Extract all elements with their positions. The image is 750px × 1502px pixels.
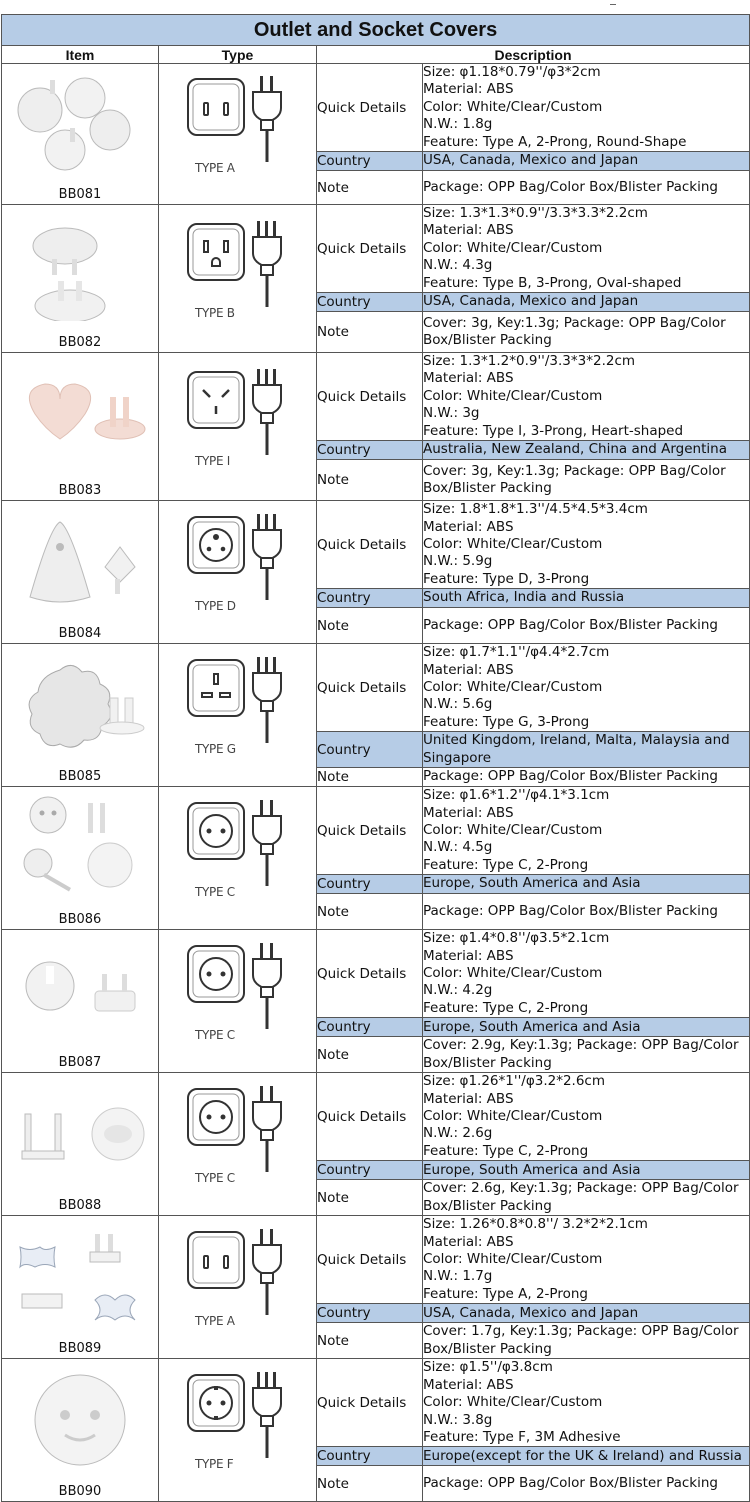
product-photo <box>10 936 150 1050</box>
country-value: United Kingdom, Ireland, Malta, Malaysia and Singapore <box>423 732 750 768</box>
type-label: TYPE C <box>195 1171 235 1186</box>
detail-line: Color: White/Clear/Custom <box>423 98 603 115</box>
detail-line: Material: ABS <box>423 661 514 678</box>
type-label: TYPE I <box>195 454 231 469</box>
country-value: Europe, South America and Asia <box>423 1018 750 1037</box>
detail-line: Material: ABS <box>423 947 514 964</box>
detail-line: Size: φ1.26*1''/φ3.2*2.6cm <box>423 1073 605 1090</box>
outlet-plug-icon <box>187 511 297 607</box>
quick-details-label: Quick Details <box>317 353 423 441</box>
table-title: Outlet and Socket Covers <box>2 15 750 46</box>
product-row <box>2 64 750 152</box>
note-value: Cover: 2.6g, Key:1.3g; Package: OPP Bag/Color Box/Blister Packing <box>423 1180 750 1216</box>
item-cell <box>2 930 159 1073</box>
product-photo <box>10 1079 150 1193</box>
note-label: Note <box>317 608 423 644</box>
product-row <box>2 501 750 589</box>
type-label: TYPE B <box>195 306 235 321</box>
detail-line: Material: ABS <box>423 1090 514 1107</box>
note-label: Note <box>317 171 423 205</box>
detail-line: Color: White/Clear/Custom <box>423 1251 603 1268</box>
country-label: Country <box>317 732 423 768</box>
product-row <box>2 1216 750 1304</box>
detail-line: Material: ABS <box>423 370 514 387</box>
quick-details-label: Quick Details <box>317 1073 423 1161</box>
quick-details-label: Quick Details <box>317 501 423 589</box>
detail-line: Feature: Type B, 3-Prong, Oval-shaped <box>423 274 682 291</box>
note-label: Note <box>317 1323 423 1359</box>
country-value: USA, Canada, Mexico and Japan <box>423 293 750 312</box>
note-value: Cover: 2.9g, Key:1.3g; Package: OPP Bag/Color Box/Blister Packing <box>423 1037 750 1073</box>
country-value: South Africa, India and Russia <box>423 589 750 608</box>
detail-line: Color: White/Clear/Custom <box>423 1108 603 1125</box>
product-photo <box>10 793 150 907</box>
type-label: TYPE C <box>195 885 235 900</box>
item-code: BB088 <box>58 1198 102 1214</box>
detail-line: N.W.: 5.9g <box>423 553 493 570</box>
country-value: Europe(except for the UK & Ireland) and Russia <box>423 1447 750 1466</box>
detail-line: N.W.: 1.8g <box>423 116 493 133</box>
note-label: Note <box>317 312 423 353</box>
quick-details-label: Quick Details <box>317 64 423 152</box>
header-item: Item <box>2 46 159 64</box>
product-photo <box>10 507 150 621</box>
country-value: USA, Canada, Mexico and Japan <box>423 152 750 171</box>
country-value: Australia, New Zealand, China and Argentina <box>423 441 750 460</box>
type-cell <box>159 1216 317 1359</box>
product-row <box>2 930 750 1018</box>
product-row <box>2 1359 750 1447</box>
country-label: Country <box>317 1447 423 1466</box>
detail-line: N.W.: 2.6g <box>423 1125 493 1142</box>
outlet-plug-icon <box>187 940 297 1036</box>
note-value: Cover: 3g, Key:1.3g; Package: OPP Bag/Color Box/Blister Packing <box>423 460 750 501</box>
type-label: TYPE D <box>195 599 236 614</box>
quick-details-label: Quick Details <box>317 1359 423 1447</box>
item-code: BB087 <box>58 1055 102 1071</box>
quick-details-label: Quick Details <box>317 1216 423 1304</box>
note-label: Note <box>317 768 423 787</box>
detail-line: Feature: Type A, 2-Prong, Round-Shape <box>423 133 687 150</box>
quick-details-value <box>423 1359 750 1447</box>
detail-line: N.W.: 4.5g <box>423 839 493 856</box>
item-cell <box>2 353 159 501</box>
detail-line: Color: White/Clear/Custom <box>423 678 603 695</box>
quick-details-label: Quick Details <box>317 644 423 732</box>
type-label: TYPE G <box>195 742 236 757</box>
quick-details-value <box>423 205 750 293</box>
product-row <box>2 353 750 441</box>
item-code: BB086 <box>58 912 102 928</box>
detail-line: Color: White/Clear/Custom <box>423 821 603 838</box>
product-row <box>2 644 750 732</box>
detail-line: N.W.: 3.8g <box>423 1411 493 1428</box>
note-label: Note <box>317 1466 423 1502</box>
outlet-plug-icon <box>187 797 297 893</box>
country-label: Country <box>317 589 423 608</box>
product-row <box>2 1073 750 1161</box>
detail-line: Feature: Type F, 3M Adhesive <box>423 1428 621 1445</box>
header-type: Type <box>159 46 317 64</box>
outlet-plug-icon <box>187 654 297 750</box>
country-label: Country <box>317 293 423 312</box>
product-rows <box>2 64 750 1502</box>
item-code: BB082 <box>58 335 102 351</box>
quick-details-value <box>423 64 750 152</box>
detail-line: Size: 1.3*1.2*0.9''/3.3*3*2.2cm <box>423 353 636 370</box>
type-label: TYPE F <box>195 1457 234 1472</box>
note-value: Package: OPP Bag/Color Box/Blister Packing <box>423 608 750 644</box>
type-cell <box>159 930 317 1073</box>
product-row <box>2 205 750 293</box>
country-value: Europe, South America and Asia <box>423 1161 750 1180</box>
detail-line: Color: White/Clear/Custom <box>423 387 603 404</box>
detail-line: N.W.: 4.2g <box>423 982 493 999</box>
item-code: BB090 <box>58 1484 102 1500</box>
type-cell <box>159 64 317 205</box>
type-cell <box>159 501 317 644</box>
detail-line: Feature: Type A, 2-Prong <box>423 1285 588 1302</box>
quick-details-value <box>423 353 750 441</box>
detail-line: Size: 1.3*1.3*0.9''/3.3*3.3*2.2cm <box>423 205 648 222</box>
spec-table <box>1 14 750 1502</box>
detail-line: Size: φ1.4*0.8''/φ3.5*2.1cm <box>423 930 610 947</box>
detail-line: Color: White/Clear/Custom <box>423 1394 603 1411</box>
detail-line: Size: φ1.18*0.79''/φ3*2cm <box>423 64 601 80</box>
note-value: Package: OPP Bag/Color Box/Blister Packing <box>423 894 750 930</box>
quick-details-label: Quick Details <box>317 930 423 1018</box>
note-label: Note <box>317 1037 423 1073</box>
quick-details-value <box>423 1073 750 1161</box>
product-photo <box>10 1365 150 1479</box>
detail-line: Material: ABS <box>423 81 514 98</box>
quick-details-value <box>423 930 750 1018</box>
item-cell <box>2 501 159 644</box>
detail-line: Material: ABS <box>423 1233 514 1250</box>
item-cell <box>2 205 159 353</box>
type-label: TYPE C <box>195 1028 235 1043</box>
detail-line: N.W.: 5.6g <box>423 696 493 713</box>
detail-line: Material: ABS <box>423 804 514 821</box>
outlet-plug-icon <box>187 1226 297 1322</box>
item-code: BB081 <box>58 187 102 203</box>
quick-details-value <box>423 644 750 732</box>
detail-line: Size: φ1.6*1.2''/φ4.1*3.1cm <box>423 787 610 804</box>
note-value: Package: OPP Bag/Color Box/Blister Packing <box>423 171 750 205</box>
detail-line: Feature: Type C, 2-Prong <box>423 999 589 1016</box>
detail-line: Material: ABS <box>423 518 514 535</box>
type-cell <box>159 644 317 787</box>
item-code: BB083 <box>58 483 102 499</box>
type-label: TYPE A <box>195 161 235 175</box>
note-value: Package: OPP Bag/Color Box/Blister Packing <box>423 1466 750 1502</box>
detail-line: Color: White/Clear/Custom <box>423 965 603 981</box>
item-cell <box>2 644 159 787</box>
outlet-plug-icon <box>187 366 297 462</box>
detail-line: Feature: Type C, 2-Prong <box>423 1142 589 1159</box>
product-row <box>2 787 750 875</box>
quick-details-label: Quick Details <box>317 787 423 875</box>
detail-line: N.W.: 4.3g <box>423 257 493 274</box>
country-label: Country <box>317 875 423 894</box>
item-code: BB084 <box>58 626 102 642</box>
country-value: USA, Canada, Mexico and Japan <box>423 1304 750 1323</box>
outlet-plug-icon <box>187 218 297 314</box>
country-label: Country <box>317 1161 423 1180</box>
outlet-plug-icon <box>187 1369 297 1465</box>
quick-details-value <box>423 787 750 875</box>
item-cell <box>2 787 159 930</box>
detail-line: Color: White/Clear/Custom <box>423 239 603 256</box>
country-label: Country <box>317 152 423 171</box>
note-value: Cover: 3g, Key:1.3g; Package: OPP Bag/Color Box/Blister Packing <box>423 312 750 353</box>
item-code: BB089 <box>58 1341 102 1357</box>
country-label: Country <box>317 1304 423 1323</box>
detail-line: Color: White/Clear/Custom <box>423 535 603 552</box>
product-photo <box>10 359 150 473</box>
item-code: BB085 <box>58 769 102 785</box>
detail-line: N.W.: 1.7g <box>423 1268 493 1285</box>
detail-line: Size: 1.8*1.8*1.3''/4.5*4.5*3.4cm <box>423 501 648 518</box>
detail-line: Feature: Type G, 3-Prong <box>423 713 590 730</box>
note-label: Note <box>317 894 423 930</box>
detail-line: Size: φ1.5''/φ3.8cm <box>423 1359 553 1376</box>
product-photo <box>10 211 150 325</box>
note-value: Package: OPP Bag/Color Box/Blister Packing <box>423 768 750 787</box>
header-description: Description <box>317 46 750 64</box>
note-label: Note <box>317 1180 423 1216</box>
quick-details-value <box>423 501 750 589</box>
detail-line: Size: 1.26*0.8*0.8''/ 3.2*2*2.1cm <box>423 1216 648 1233</box>
note-label: Note <box>317 460 423 501</box>
country-value: Europe, South America and Asia <box>423 875 750 894</box>
detail-line: Feature: Type C, 2-Prong <box>423 856 589 873</box>
quick-details-label: Quick Details <box>317 205 423 293</box>
country-label: Country <box>317 441 423 460</box>
type-cell <box>159 205 317 353</box>
corner-mark <box>610 4 616 5</box>
product-photo <box>10 650 150 764</box>
detail-line: Material: ABS <box>423 222 514 239</box>
item-cell <box>2 1359 159 1502</box>
product-photo <box>10 1222 150 1336</box>
outlet-plug-icon <box>187 73 297 169</box>
item-cell <box>2 64 159 205</box>
quick-details-value <box>423 1216 750 1304</box>
item-cell <box>2 1073 159 1216</box>
item-cell <box>2 1216 159 1359</box>
detail-line: Size: φ1.7*1.1''/φ4.4*2.7cm <box>423 644 610 661</box>
country-label: Country <box>317 1018 423 1037</box>
type-cell <box>159 787 317 930</box>
type-label: TYPE A <box>195 1314 235 1329</box>
note-value: Cover: 1.7g, Key:1.3g; Package: OPP Bag/Color Box/Blister Packing <box>423 1323 750 1359</box>
type-cell <box>159 1359 317 1502</box>
detail-line: Feature: Type I, 3-Prong, Heart-shaped <box>423 422 684 439</box>
product-photo <box>10 70 150 184</box>
type-cell <box>159 1073 317 1216</box>
detail-line: Material: ABS <box>423 1376 514 1393</box>
outlet-plug-icon <box>187 1083 297 1179</box>
type-cell <box>159 353 317 501</box>
detail-line: Feature: Type D, 3-Prong <box>423 570 590 587</box>
detail-line: N.W.: 3g <box>423 405 480 422</box>
